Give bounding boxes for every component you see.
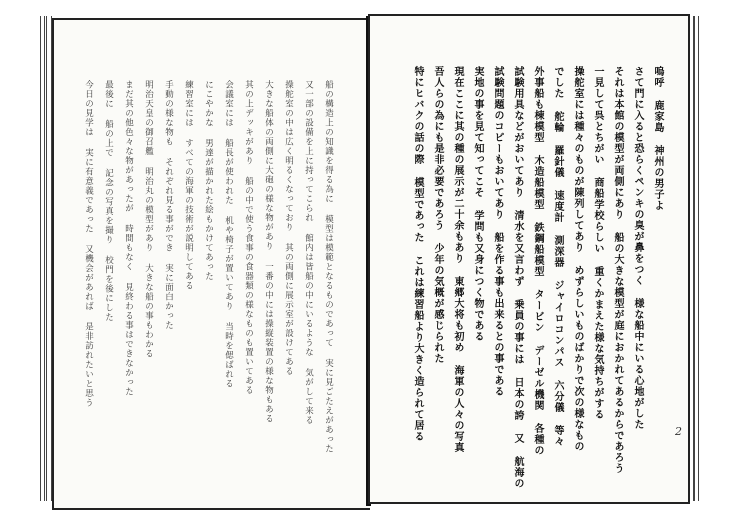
left-page bbox=[52, 18, 370, 510]
left-text-column: 最後に 船の上で 記念の写真を撮り 校門を後にした bbox=[103, 80, 114, 322]
left-text-column: 其の上デッキがあり 船の中で使う食事の食器類の様なものも置いてある bbox=[243, 80, 254, 395]
left-text-column: まだ其の他色々な物があったが 時間もなく 見終わる事はできなかった bbox=[123, 80, 134, 397]
right-text-column: 外事船も棟模型 木造船模型 鉄鋼船模型 タービン デーゼル機関 各種の bbox=[532, 66, 543, 456]
right-page bbox=[368, 14, 690, 504]
right-text-column: 実地の事を見て知ってこそ 学問も又身につく物である bbox=[472, 66, 483, 342]
left-text-column: 操舵室の中は広く明るくなっており 其の両側に展示室が設けてある bbox=[283, 80, 294, 376]
left-text-column: 大きな船体の両側に大砲の様な物があり 一番の中には操縦装置の様な物もある bbox=[263, 80, 274, 424]
left-text-column: 今日の見学は 実に有意義であった 又機会があれば 是非訪れたいと思う bbox=[83, 80, 94, 408]
right-text-column: 現在ここに其の種の展示が二十余もあり 東郷大将も初め 海軍の人々の写真 bbox=[452, 66, 463, 453]
right-text-column: 操舵室には種々のものが陳列してあり めずらしいものばかりで次の様なもの bbox=[572, 66, 583, 452]
left-text-column: 手動の様な物も それぞれ見る事ができ 実に面白かった bbox=[163, 80, 174, 330]
right-text-column: 試験用具などがおいてあり 清水を又言わず 乗員の事には 日本の誇 又 航海の bbox=[512, 66, 523, 489]
left-text-column: 船の構造上の知識を得る為に 模型は模範となるものであって 実に見ごたえがあった bbox=[323, 80, 334, 454]
right-text-column: 一見して呉とちがい 商船学校らしい 重くかまえた様な気持ちがする bbox=[592, 66, 603, 420]
right-text-column: 特にヒバクの話の際 模型であった これは練習船より大きく造られて居る bbox=[412, 66, 423, 442]
right-page-edge-outer bbox=[694, 16, 699, 501]
left-page-edge-outer bbox=[40, 16, 45, 501]
page-number: 2 bbox=[675, 425, 682, 438]
right-text-column: 試験問題のコピーもおいてあり 船を作る事も出来るとの事である bbox=[492, 66, 503, 397]
right-text-column: それは本館の模型が両側にあり 船の大きな模型が庭におかれてあるからであろう bbox=[612, 66, 623, 474]
right-text-column: 嗚呼 鹿家島 神州の男子よ bbox=[652, 66, 663, 211]
left-text-column: にこやかな 男達が描かれた絵もかけてあった bbox=[203, 80, 214, 281]
right-text-column: でした 舵輪 羅針儀 速度計 測深器 ジャイロコンパス 六分儀 等々 bbox=[552, 66, 563, 447]
left-text-column: 又一部の設備を上に持ってこられ 館内は皆船の中にいるような 気がして来る bbox=[303, 80, 314, 425]
left-text-column: 練習室には すべての海軍の技術が説明してある bbox=[183, 80, 194, 291]
right-text-column: 吾人らの為にも是非必要であろう 少年の気概が感じられた bbox=[432, 66, 443, 364]
right-text-column: さて門に入ると恐らくペンキの臭が鼻をつく 様な船中にいる心地がした bbox=[632, 66, 643, 430]
left-text-column: 会議室には 船長が使われた 机や椅子が置いてあり 当時を偲ばれる bbox=[223, 80, 234, 389]
left-text-column: 明治天皇の御召艦 明治丸の模型があり 大きな船の事もわかる bbox=[143, 80, 154, 359]
